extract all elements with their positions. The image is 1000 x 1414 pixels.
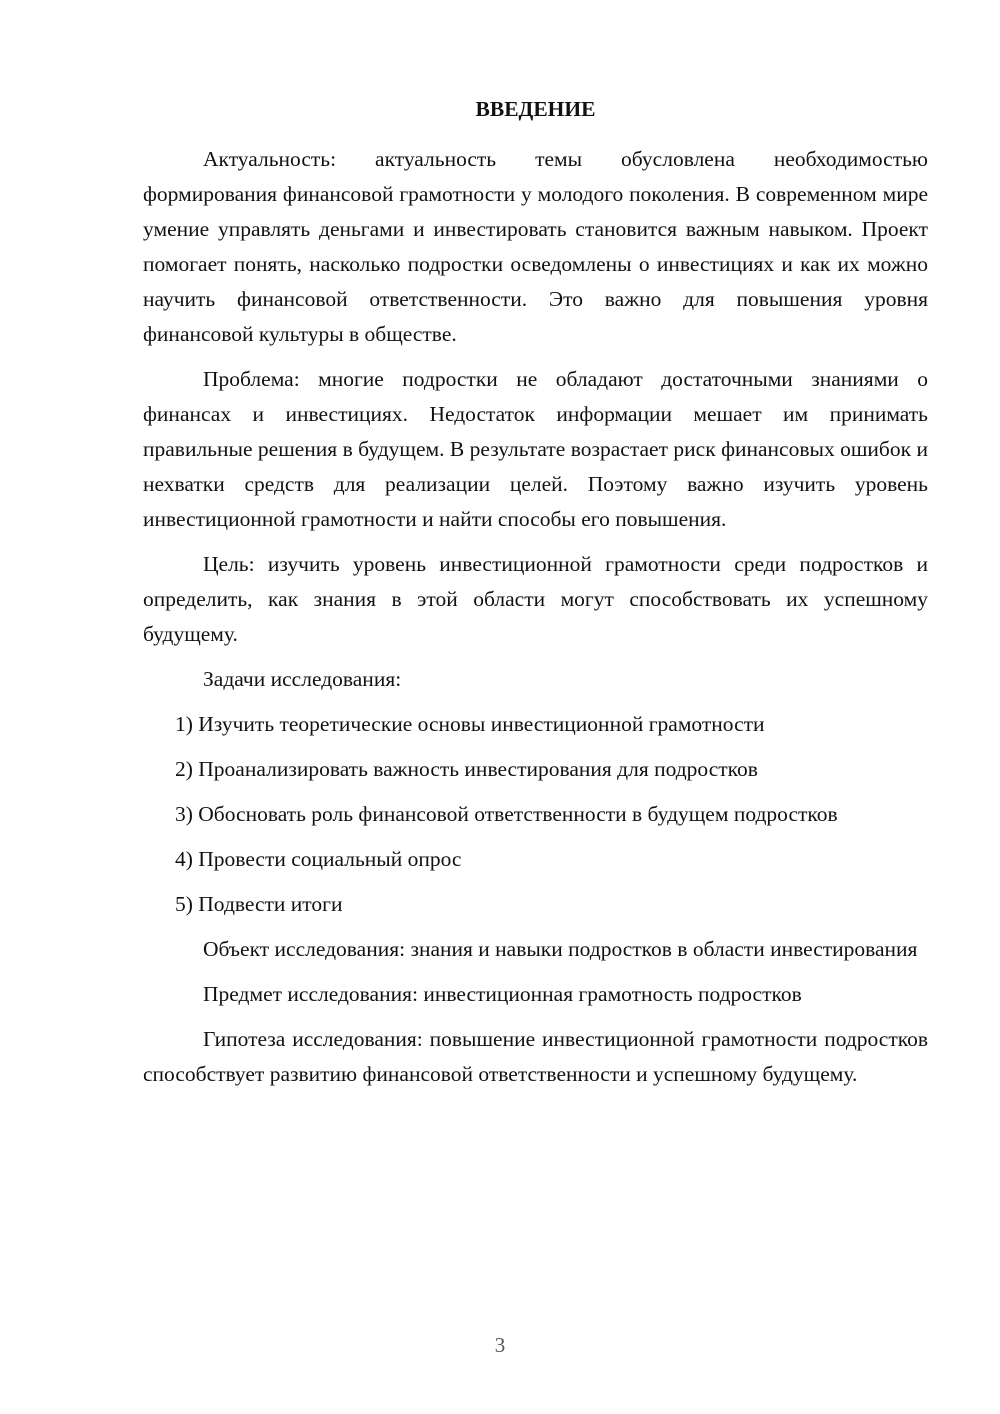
task-item-4: 4) Провести социальный опрос [175, 847, 462, 871]
task-item-3: 3) Обосновать роль финансовой ответственности в будущем подростков [175, 802, 838, 826]
paragraph-subject: Предмет исследования: инвестиционная грамотность подростков [203, 982, 802, 1006]
paragraph-object: Объект исследования: знания и навыки подростков в области инвестирования [203, 937, 918, 961]
page-number: 3 [494, 1333, 506, 1357]
task-item-2: 2) Проанализировать важность инвестирования для подростков [175, 757, 758, 781]
document-page [143, 92, 928, 1102]
task-item-1: 1) Изучить теоретические основы инвестиционной грамотности [175, 712, 765, 736]
paragraph-relevance: Актуальность: актуальность темы обусловлена необходимостью формирования финансовой грамотности у молодого поколения. В современном мире умение управлять деньгами и инвестировать становится важным навыком. Проект помогает понять, насколько подростки осведомлены о инвестициях и как их можно научить финансовой ответственности. Это важно для повышения уровня финансовой культуры в обществе. [143, 147, 928, 346]
task-item-5: 5) Подвести итоги [175, 892, 343, 916]
section-title: ВВЕДЕНИЕ [475, 97, 596, 121]
paragraph-hypothesis: Гипотеза исследования: повышение инвестиционной грамотности подростков способствует развитию финансовой ответственности и успешному будущему. [143, 1027, 928, 1086]
paragraph-goal: Цель: изучить уровень инвестиционной грамотности среди подростков и определить, как знания в этой области могут способствовать их успешному будущему. [143, 552, 928, 646]
paragraph-problem: Проблема: многие подростки не обладают достаточными знаниями о финансах и инвестициях. Недостаток информации мешает им принимать правильные решения в будущем. В результате возрастает риск финансовых ошибок и нехватки средств для реализации целей. Поэтому важно изучить уровень инвестиционной грамотности и найти способы его повышения. [143, 367, 928, 531]
paragraph-tasks-heading: Задачи исследования: [203, 667, 402, 691]
